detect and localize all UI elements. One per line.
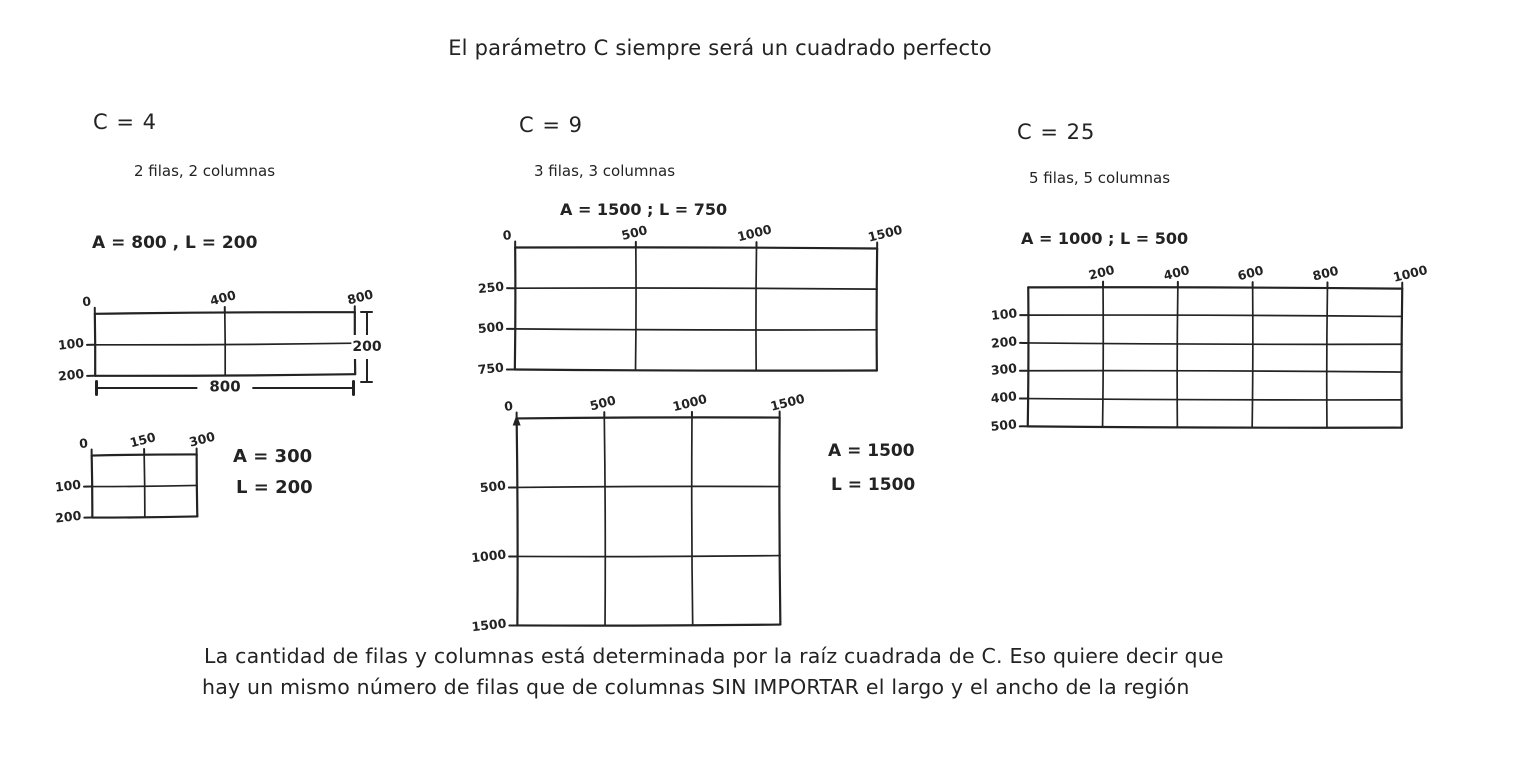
page-title: El parámetro C siempre será un cuadrado perfecto xyxy=(448,36,992,60)
c9-grid-square xyxy=(470,390,807,635)
x-tick-label: 800 xyxy=(345,286,375,308)
x-tick-label: 0 xyxy=(502,227,513,243)
c25-grid xyxy=(989,261,1429,434)
c9-params-label: A = 1500 ; L = 750 xyxy=(560,200,728,219)
footer-text-line-2: hay un mismo número de filas que de columnas SIN IMPORTAR el largo y el ancho de la región xyxy=(202,675,1190,699)
x-tick-label: 500 xyxy=(587,392,617,414)
x-tick-label: 200 xyxy=(1086,261,1116,283)
y-tick-label: 250 xyxy=(477,278,505,296)
x-tick-label: 0 xyxy=(78,435,89,452)
dimension-end-tick xyxy=(95,380,98,396)
c4-height-dimension-label: 200 xyxy=(351,335,382,359)
grid-lines xyxy=(517,418,781,626)
x-tick-label: 600 xyxy=(1236,262,1266,284)
c4-grid-large xyxy=(57,286,375,384)
y-tick-label: 200 xyxy=(990,332,1018,351)
c4-heading: C = 4 xyxy=(93,110,157,134)
dimension-end-tick xyxy=(360,381,373,383)
y-tick-label: 500 xyxy=(479,477,507,496)
c4-small-grid-length-label: L = 200 xyxy=(236,477,313,498)
y-tick-label: 500 xyxy=(477,318,505,337)
grid-lines xyxy=(515,248,877,371)
x-tick-label: 400 xyxy=(1161,262,1191,283)
x-tick-label: 0 xyxy=(503,398,514,414)
y-tick-label: 100 xyxy=(54,476,82,495)
c4-width-dimension-label: 800 xyxy=(197,378,252,396)
x-tick-label: 150 xyxy=(127,429,157,451)
dimension-end-tick xyxy=(352,380,355,396)
y-tick-label: 200 xyxy=(54,507,83,526)
x-tick-label: 500 xyxy=(619,222,649,243)
c9-grid-wide xyxy=(477,221,904,378)
y-tick-label: 100 xyxy=(990,305,1018,323)
y-tick-label: 1500 xyxy=(470,615,508,635)
x-tick-label: 1500 xyxy=(768,390,807,414)
y-tick-label: 400 xyxy=(990,388,1018,407)
y-tick-label: 500 xyxy=(989,416,1018,434)
x-tick-label: 300 xyxy=(187,428,217,450)
c4-grid-small xyxy=(54,428,217,526)
c4-height-dimension xyxy=(352,311,382,383)
grid-lines xyxy=(95,312,355,376)
x-tick-label: 400 xyxy=(208,287,238,309)
c4-small-grid-area-label: A = 300 xyxy=(233,446,313,467)
c25-params-label: A = 1000 ; L = 500 xyxy=(1021,229,1189,248)
x-tick-label: 0 xyxy=(81,293,92,310)
c25-heading: C = 25 xyxy=(1017,120,1096,144)
c9-heading: C = 9 xyxy=(519,113,583,137)
y-tick-label: 200 xyxy=(57,365,85,384)
c9-square-grid-length-label: L = 1500 xyxy=(831,475,916,495)
y-tick-label: 100 xyxy=(57,334,85,353)
c9-rows-cols-label: 3 filas, 3 columnas xyxy=(534,162,676,180)
y-tick-label: 1000 xyxy=(470,546,507,566)
c4-width-dimension xyxy=(95,377,355,396)
c25-rows-cols-label: 5 filas, 5 columnas xyxy=(1029,169,1171,187)
c9-square-grid-area-label: A = 1500 xyxy=(828,441,915,461)
axis-arrow-icon xyxy=(513,414,521,425)
y-tick-label: 750 xyxy=(477,359,505,378)
c4-rows-cols-label: 2 filas, 2 columnas xyxy=(134,162,276,180)
x-tick-label: 800 xyxy=(1311,262,1341,284)
x-tick-label: 1000 xyxy=(1391,261,1429,285)
footer-text-line-1: La cantidad de filas y columnas está determinada por la raíz cuadrada de C. Eso quiere decir que xyxy=(204,644,1224,668)
grid-lines xyxy=(1028,287,1402,427)
c4-params-label: A = 800 , L = 200 xyxy=(92,233,258,253)
x-tick-label: 1500 xyxy=(866,221,904,245)
y-tick-label: 300 xyxy=(990,360,1018,379)
grid-lines xyxy=(92,454,198,517)
x-tick-label: 1000 xyxy=(671,391,709,415)
x-tick-label: 1000 xyxy=(736,221,774,245)
